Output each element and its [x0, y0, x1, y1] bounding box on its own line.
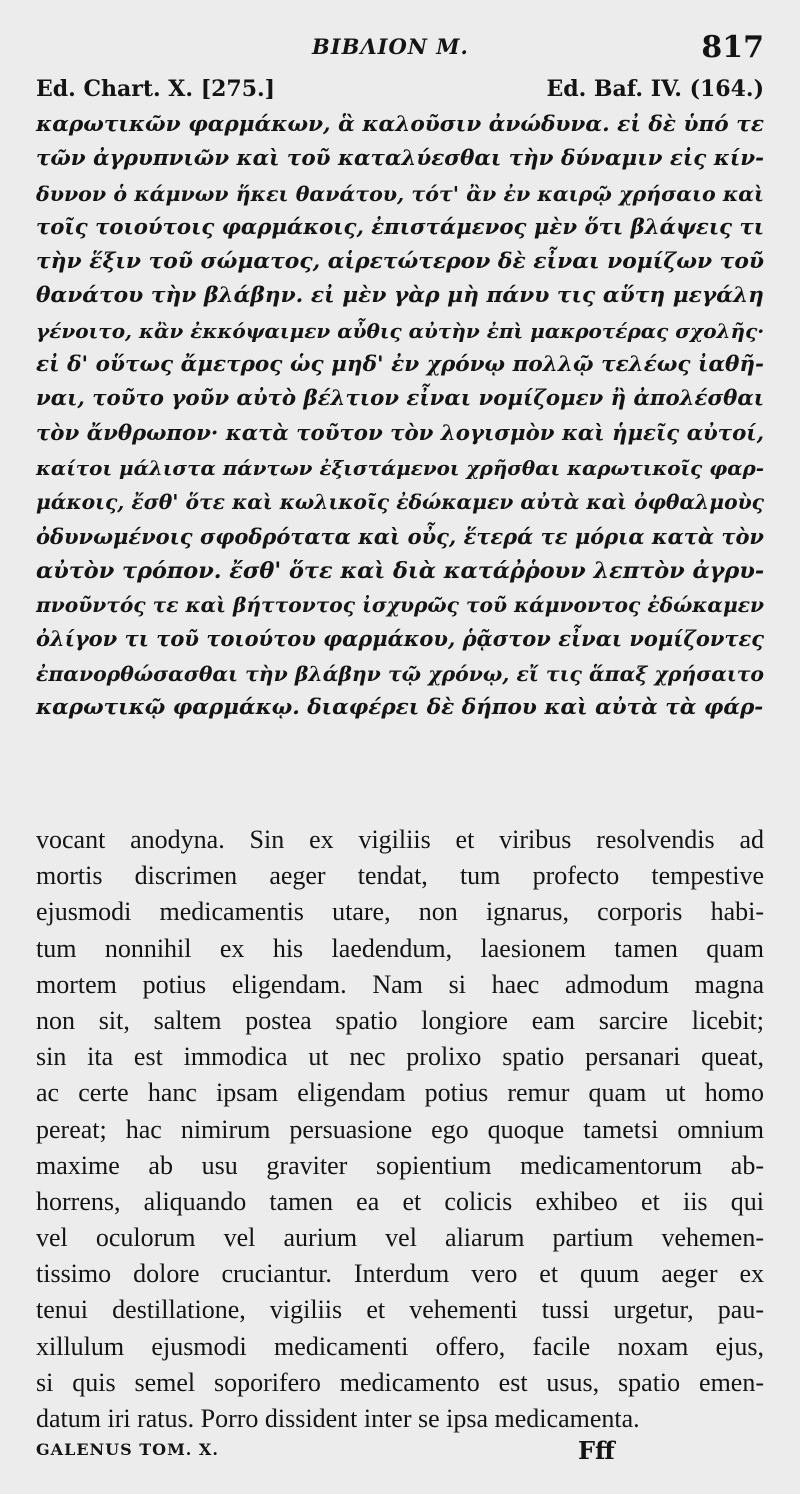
- greek-text-line: τὸν ἄνθρωπον· κατὰ τοῦτον τὸν λογισμὸν καὶ ἡμεῖς αὐτοί,: [36, 420, 764, 446]
- greek-text-line: θανάτου τὴν βλάβην. εἰ μὲν γὰρ μὴ πάνυ τις αὕτη μεγάλη: [36, 283, 764, 309]
- book-title: BIBΛΙΟΝ Μ.: [312, 34, 469, 59]
- latin-text-line: tenui destillatione, vigiliis et vehementi tussi urgetur, pau-: [36, 1295, 764, 1325]
- latin-text-line: mortem potius eligendam. Nam si haec admodum magna: [36, 969, 764, 999]
- edition-chart-reference: Ed. Chart. X. [275.]: [36, 76, 276, 102]
- latin-text-line: tum nonnihil ex his laedendum, laesionem tamen quam: [36, 933, 764, 963]
- greek-text-line: καρωτικῶν φαρμάκων, ἃ καλοῦσιν ἀνώδυνα. εἰ δὲ ὑπό τε: [36, 112, 764, 137]
- latin-text-line: tissimo dolore cruciantur. Interdum vero et quum aeger ex: [36, 1259, 764, 1289]
- greek-text-line: τοῖς τοιούτοις φαρμάκοις, ἐπιστάμενος μὲν ὅτι βλάψεις τι: [36, 214, 764, 240]
- latin-text-line: vel oculorum vel aurium vel aliarum partium vehemen-: [36, 1223, 764, 1253]
- greek-text-line: πνοῦντός τε καὶ βήττοντος ἰσχυρῶς τοῦ κάμνοντος ἐδώκαμεν: [36, 593, 765, 618]
- latin-text-line: ejusmodi medicamentis utare, non ignarus, corporis habi-: [36, 897, 764, 927]
- edition-references: [36, 76, 764, 106]
- footer-signature: GALENUS TOM. X.: [36, 1440, 219, 1459]
- greek-text-block: [36, 108, 764, 725]
- greek-text-line: εἰ δ' οὕτως ἄμετρος ὡς μηδ' ἐν χρόνῳ πολλῷ τελέως ἰαθῆ-: [36, 352, 764, 378]
- latin-text-line: xillulum ejusmodi medicamenti offero, facile noxam ejus,: [36, 1331, 764, 1361]
- latin-text-line: horrens, aliquando tamen ea et colicis exhibeo et iis qui: [36, 1186, 764, 1216]
- page-number: 817: [701, 30, 764, 65]
- greek-text-line: δυνον ὁ κάμνων ἥκει θανάτου, τότ' ἂν ἐν καιρῷ χρήσαιο καὶ: [36, 181, 764, 206]
- latin-text-line: datum iri ratus. Porro dissident inter se ipsa medicamenta.: [36, 1404, 640, 1433]
- latin-text-line: maxime ab usu graviter sopientium medicamentorum ab-: [36, 1150, 764, 1180]
- greek-text-line: μάκοις, ἔσθ' ὅτε καὶ κωλικοῖς ἐδώκαμεν αὐτὰ καὶ ὀφθαλμοὺς: [36, 490, 764, 515]
- greek-text-line: ὀλίγον τι τοῦ τοιούτου φαρμάκου, ῥᾷστον εἶναι νομίζοντες: [36, 626, 764, 652]
- latin-text-line: vocant anodyna. Sin ex vigiliis et viribus resolvendis ad: [36, 825, 764, 854]
- sheet-mark: Fff: [578, 1436, 615, 1465]
- latin-text-line: si quis semel soporifero medicamento est usus, spatio emen-: [36, 1367, 764, 1397]
- latin-text-line: mortis discrimen aeger tendat, tum profecto tempestive: [36, 861, 764, 891]
- latin-text-line: non sit, saltem postea spatio longiore eam sarcire licebit;: [36, 1005, 764, 1035]
- edition-basel-reference: Ed. Baf. IV. (164.): [546, 76, 764, 102]
- page-footer: [36, 1436, 764, 1466]
- latin-text-block: [36, 822, 764, 1437]
- greek-text-line: ναι, τοῦτο γοῦν αὐτὸ βέλτιον εἶναι νομίζομεν ἢ ἀπολέσθαι: [36, 386, 765, 412]
- latin-text-line: sin ita est immodica ut nec prolixo spatio persanari queat,: [36, 1042, 764, 1072]
- greek-text-line: ὀδυνωμένοις σφοδρότατα καὶ οὖς, ἕτερά τε μόρια κατὰ τὸν: [36, 523, 764, 549]
- greek-text-line: τῶν ἀγρυπνιῶν καὶ τοῦ καταλύεσθαι τὴν δύναμιν εἰς κίν-: [36, 146, 764, 172]
- greek-text-line: ἐπανορθώσασθαι τὴν βλάβην τῷ χρόνῳ, εἴ τις ἅπαξ χρήσαιτο: [36, 661, 764, 686]
- greek-text-line: καίτοι μάλιστα πάντων ἐξιστάμενοι χρῆσθαι καρωτικοῖς φαρ-: [36, 455, 764, 480]
- greek-text-line: αὐτὸν τρόπον. ἔσθ' ὅτε καὶ διὰ κατάῤῥουν λεπτὸν ἀγρυ-: [36, 557, 765, 584]
- greek-text-line: τὴν ἕξιν τοῦ σώματος, αἱρετώτερον δὲ εἶναι νομίζων τοῦ: [36, 249, 764, 275]
- greek-text-line: γένοιτο, κἂν ἐκκόψαιμεν αὖθις αὐτὴν ἐπὶ μακροτέρας σχολῆς·: [36, 318, 765, 343]
- greek-text-line: καρωτικῷ φαρμάκῳ. διαφέρει δὲ δήπου καὶ αὐτὰ τὰ φάρ-: [36, 695, 764, 721]
- running-head: [0, 30, 800, 70]
- latin-text-line: pereat; hac nimirum persuasione ego quoque tametsi omnium: [36, 1114, 764, 1144]
- latin-text-line: ac certe hanc ipsam eligendam potius remur quam ut homo: [36, 1078, 764, 1108]
